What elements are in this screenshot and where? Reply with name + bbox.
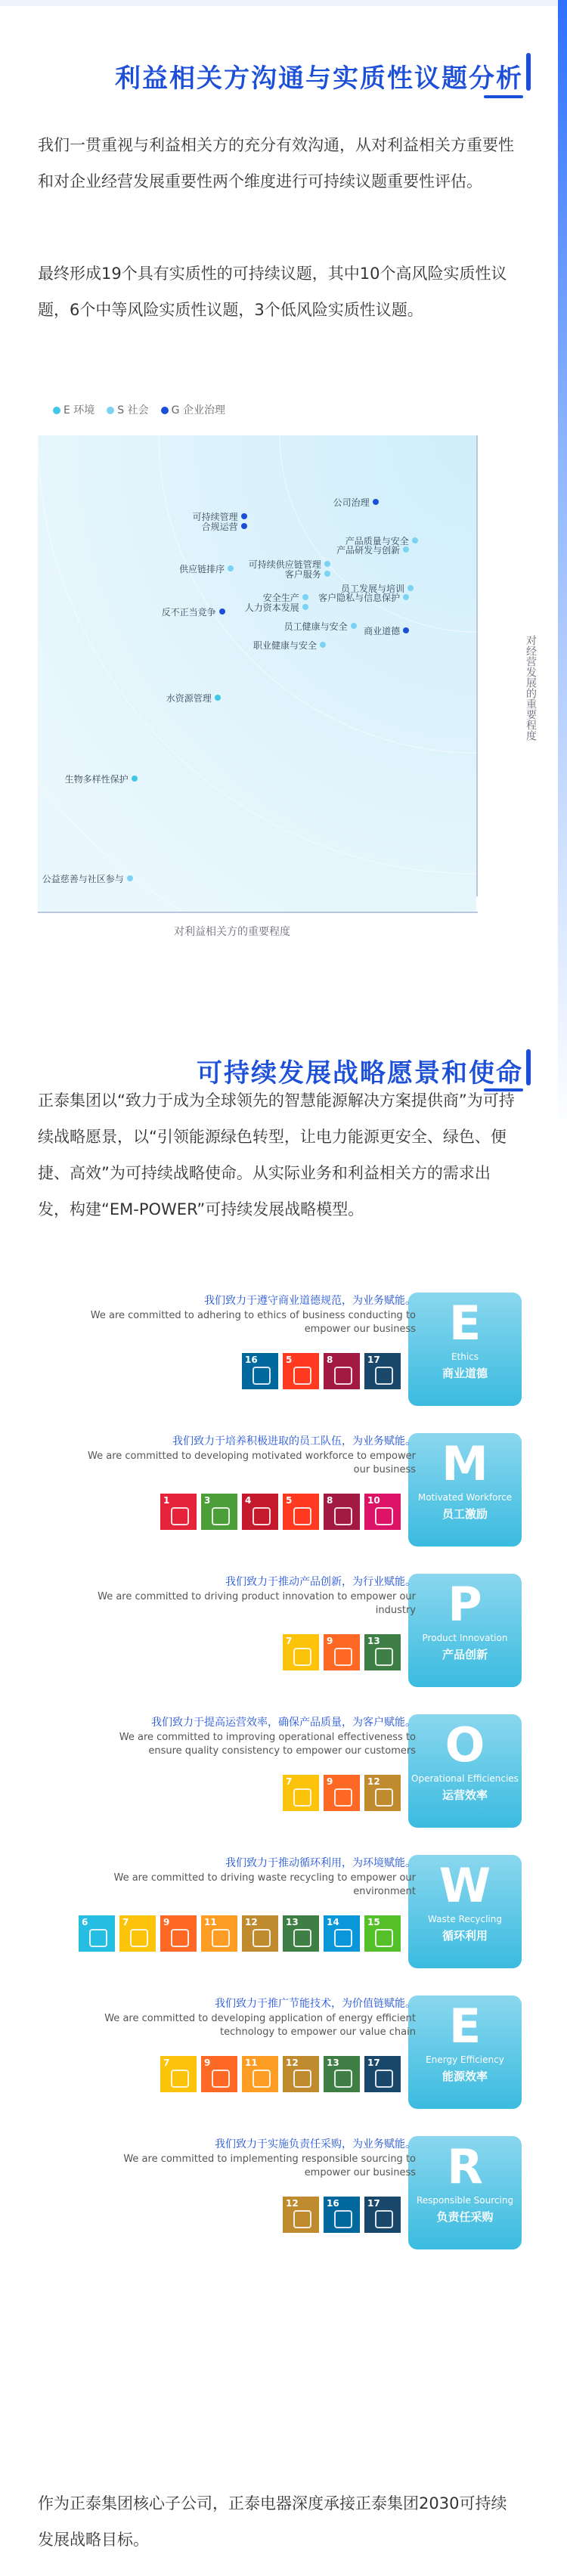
pillar-desc-cn: 我们致力于实施负责任采购，为业务赋能。	[215, 2138, 416, 2150]
legend-label: E 环境	[64, 404, 95, 416]
pillar-row	[0, 1855, 567, 1968]
sdg-goal-icon	[283, 1353, 319, 1389]
sdg-number: 17	[367, 2057, 380, 2068]
sdg-symbol-icon	[171, 1507, 189, 1525]
sdg-number: 9	[327, 1776, 333, 1787]
section1-title-underline	[484, 95, 523, 98]
sdg-number: 17	[367, 2198, 380, 2209]
sdg-symbol-icon	[293, 1788, 311, 1807]
pillar-badge	[408, 1995, 522, 2109]
sdg-symbol-icon	[334, 2210, 352, 2228]
sdg-icons	[160, 1494, 401, 1530]
sdg-number: 8	[327, 1495, 333, 1506]
sdg-number: 7	[122, 1917, 129, 1927]
sdg-goal-icon	[283, 1494, 319, 1530]
pillar-cn: 负责任采购	[436, 2210, 494, 2224]
sdg-symbol-icon	[212, 2070, 230, 2088]
sdg-number: 1	[163, 1495, 170, 1506]
chart-point-label: 水资源管理	[166, 692, 212, 704]
pillar-desc-en: We are committed to adhering to ethics of business conducting to empower our business	[90, 1310, 416, 1335]
sdg-goal-icon	[364, 2056, 401, 2092]
chart-point-label: 公益慈善与社区参与	[42, 873, 124, 884]
sdg-symbol-icon	[212, 1929, 230, 1947]
sdg-goal-icon	[324, 1494, 360, 1530]
sdg-goal-icon	[324, 2056, 360, 2092]
sdg-goal-icon	[364, 2197, 401, 2233]
section1-para2: 最终形成19个具有实质性的可持续议题，其中10个高风险实质性议题，6个中等风险实质性议题，3个低风险实质性议题。	[38, 265, 507, 319]
chart-point	[324, 571, 330, 577]
sdg-number: 9	[163, 1917, 170, 1927]
sdg-symbol-icon	[334, 1929, 352, 1947]
sdg-icons	[160, 2056, 401, 2092]
sdg-symbol-icon	[253, 2070, 271, 2088]
pillar-text	[83, 1995, 416, 2039]
sdg-symbol-icon	[375, 1507, 393, 1525]
sdg-number: 4	[245, 1495, 252, 1506]
chart-point-label: 安全生产	[262, 593, 299, 604]
pillar-row	[0, 1995, 567, 2109]
chart-point-label: 生物多样性保护	[64, 773, 129, 785]
sdg-number: 16	[245, 1355, 258, 1365]
pillar-desc-cn: 我们致力于推动循环利用，为环境赋能。	[225, 1857, 416, 1869]
legend-label: S 社会	[117, 404, 149, 416]
sdg-number: 3	[204, 1495, 211, 1506]
chart-point	[373, 499, 379, 505]
pillar-desc-cn: 我们致力于推动产品创新，为行业赋能。	[225, 1576, 416, 1588]
pillar-cn: 能源效率	[442, 2070, 488, 2083]
sdg-symbol-icon	[375, 1929, 393, 1947]
pillar-row	[0, 2136, 567, 2249]
legend-item-social	[107, 402, 148, 417]
pillar-en: Energy Efficiency	[426, 2054, 504, 2065]
pillar-text	[83, 1574, 416, 1618]
sdg-goal-icon	[242, 1915, 278, 1952]
pillar-badge	[408, 1574, 522, 1687]
pillar-letter: W	[438, 1858, 491, 1913]
pillar-row	[0, 1433, 567, 1547]
sdg-number: 15	[367, 1917, 380, 1927]
legend-label: G 企业治理	[171, 404, 225, 416]
sdg-goal-icon	[201, 2056, 237, 2092]
pillar-desc-en: We are committed to driving product innovation to empower our industry	[98, 1591, 416, 1616]
chart-point	[241, 513, 247, 519]
chart-point-label: 可持续供应链管理	[248, 559, 321, 571]
legend-item-environment	[53, 402, 94, 417]
pillar-text	[83, 1714, 416, 1758]
materiality-chart	[38, 435, 499, 913]
sdg-goal-icon	[324, 1634, 360, 1670]
section2-title-bar	[526, 1049, 531, 1085]
sdg-symbol-icon	[375, 1367, 393, 1385]
pillar-badge	[408, 1714, 522, 1828]
sdg-symbol-icon	[334, 1367, 352, 1385]
chart-area	[38, 435, 476, 912]
sdg-goal-icon	[119, 1915, 156, 1952]
legend-item-governance	[161, 402, 225, 417]
sdg-number: 7	[286, 1636, 293, 1646]
pillar-desc-cn: 我们致力于遵守商业道德规范，为业务赋能。	[204, 1295, 416, 1307]
pillar-cn: 运营效率	[442, 1788, 488, 1802]
legend-dot	[161, 407, 169, 414]
sdg-symbol-icon	[89, 1929, 107, 1947]
sdg-number: 5	[286, 1495, 293, 1506]
chart-x-axis	[38, 912, 478, 913]
chart-point-label: 人力资本发展	[244, 602, 299, 613]
pillar-letter: E	[448, 1999, 482, 2054]
pillar-badge	[408, 1433, 522, 1547]
sdg-goal-icon	[79, 1915, 115, 1952]
sdg-symbol-icon	[293, 2070, 311, 2088]
chart-point	[324, 561, 330, 567]
sdg-symbol-icon	[253, 1507, 271, 1525]
chart-point	[302, 594, 308, 600]
sdg-goal-icon	[242, 1353, 278, 1389]
sdg-number: 8	[327, 1355, 333, 1365]
sdg-icons	[79, 1915, 401, 1952]
pillar-en: Ethics	[451, 1351, 479, 1362]
sdg-goal-icon	[283, 1634, 319, 1670]
sdg-number: 12	[367, 1776, 380, 1787]
chart-x-label: 对利益相关方的重要程度	[174, 926, 290, 938]
sdg-symbol-icon	[130, 1929, 148, 1947]
sdg-number: 13	[286, 1917, 299, 1927]
pillar-text	[83, 1433, 416, 1477]
pillar-row	[0, 1714, 567, 1828]
top-accent	[0, 0, 567, 6]
sdg-symbol-icon	[293, 1648, 311, 1666]
chart-point	[241, 523, 247, 529]
pillar-en: Operational Efficiencies	[411, 1773, 519, 1784]
pillar-badge	[408, 1855, 522, 1968]
legend-dot	[53, 407, 60, 414]
pillar-cn: 员工激励	[442, 1507, 488, 1521]
chart-point-label: 商业道德	[364, 626, 401, 637]
pillar-desc-en: We are committed to developing motivated workforce to empower our business	[88, 1451, 416, 1475]
chart-y-label: 对经营发展的重要程度	[525, 635, 537, 741]
pillar-cn: 产品创新	[442, 1648, 488, 1661]
sdg-number: 6	[82, 1917, 88, 1927]
chart-point	[412, 537, 418, 543]
pillar-letter: M	[442, 1436, 488, 1491]
chart-legend	[53, 402, 225, 417]
pillar-text	[83, 1293, 416, 1336]
sdg-goal-icon	[201, 1494, 237, 1530]
chart-point-label: 供应链排序	[179, 564, 225, 575]
chart-point	[215, 695, 221, 701]
pillar-en: Responsible Sourcing	[416, 2195, 514, 2206]
sdg-symbol-icon	[334, 1788, 352, 1807]
sdg-goal-icon	[283, 2056, 319, 2092]
section1-para1: 我们一贯重视与利益相关方的充分有效沟通，从对利益相关方重要性和对企业经营发展重要性两个维度进行可持续议题重要性评估。	[38, 136, 514, 190]
sdg-icons	[242, 1353, 401, 1389]
pillar-cn: 商业道德	[442, 1367, 488, 1380]
sdg-symbol-icon	[212, 1507, 230, 1525]
sdg-number: 12	[286, 2198, 299, 2209]
sdg-icons	[283, 1634, 401, 1670]
chart-point-label: 职业健康与安全	[253, 640, 317, 652]
sdg-goal-icon	[160, 1494, 197, 1530]
chart-point-label: 合规运营	[201, 521, 238, 532]
pillar-desc-en: We are committed to implementing responsible sourcing to empower our business	[123, 2153, 416, 2178]
footer-text: 作为正泰集团核心子公司，正泰电器深度承接正泰集团2030可持续发展战略目标。	[38, 2494, 507, 2549]
pillar-letter: O	[445, 1717, 485, 1773]
pillar-en: Product Innovation	[422, 1633, 508, 1643]
sdg-goal-icon	[364, 1775, 401, 1811]
sdg-number: 11	[204, 1917, 217, 1927]
pillar-letter: P	[448, 1577, 482, 1632]
sdg-number: 13	[327, 2057, 339, 2068]
sdg-goal-icon	[160, 1915, 197, 1952]
sdg-number: 7	[163, 2057, 170, 2068]
chart-point	[302, 604, 308, 610]
sdg-symbol-icon	[375, 1648, 393, 1666]
chart-point-label: 产品质量与安全	[345, 535, 409, 546]
section1-title: 利益相关方沟通与实质性议题分析	[115, 63, 523, 94]
pillar-desc-cn: 我们致力于培养积极进取的员工队伍，为业务赋能。	[172, 1435, 416, 1447]
sdg-goal-icon	[283, 2197, 319, 2233]
sdg-number: 11	[245, 2057, 258, 2068]
section1-title-bar	[526, 53, 531, 91]
pillar-desc-cn: 我们致力于推广节能技术，为价值链赋能。	[215, 1998, 416, 2010]
pillar-cn: 循环利用	[442, 1929, 488, 1943]
sdg-goal-icon	[201, 1915, 237, 1952]
sdg-goal-icon	[283, 1915, 319, 1952]
sdg-symbol-icon	[253, 1929, 271, 1947]
sdg-goal-icon	[324, 2197, 360, 2233]
pillar-row	[0, 1574, 567, 1687]
sdg-symbol-icon	[171, 2070, 189, 2088]
sdg-number: 5	[286, 1355, 293, 1365]
sdg-goal-icon	[242, 2056, 278, 2092]
chart-point-label: 员工健康与安全	[284, 621, 348, 632]
pillar-desc-en: We are committed to driving waste recycling to empower our environment	[113, 1872, 416, 1897]
sdg-goal-icon	[324, 1915, 360, 1952]
sdg-number: 14	[327, 1917, 339, 1927]
sdg-number: 17	[367, 1355, 380, 1365]
legend-dot	[107, 407, 114, 414]
sdg-goal-icon	[364, 1634, 401, 1670]
sdg-number: 12	[245, 1917, 258, 1927]
sdg-symbol-icon	[375, 2070, 393, 2088]
chart-point-label: 可持续管理	[192, 512, 238, 523]
sdg-symbol-icon	[334, 2070, 352, 2088]
sdg-symbol-icon	[171, 1929, 189, 1947]
chart-point	[407, 585, 414, 591]
sdg-goal-icon	[324, 1353, 360, 1389]
sdg-number: 12	[286, 2057, 299, 2068]
sdg-number: 13	[367, 1636, 380, 1646]
sdg-goal-icon	[364, 1494, 401, 1530]
pillar-desc-cn: 我们致力于提高运营效率，确保产品质量，为客户赋能。	[151, 1717, 416, 1729]
chart-y-axis	[476, 435, 478, 896]
chart-point	[219, 608, 225, 615]
sdg-goal-icon	[242, 1494, 278, 1530]
chart-point	[132, 776, 138, 782]
pillar-row	[0, 1293, 567, 1406]
section2-para: 正泰集团以“致力于成为全球领先的智慧能源解决方案提供商”为可持续战略愿景，以“引领能源绿色转型，让电力能源更安全、绿色、便捷、高效”为可持续战略使命。从实际业务和利益相关方的需求出发，构建“EM-POWER”可持续发展战略模型。	[38, 1091, 515, 1218]
pillar-en: Waste Recycling	[428, 1914, 502, 1924]
sdg-goal-icon	[160, 2056, 197, 2092]
sdg-goal-icon	[324, 1775, 360, 1811]
sdg-symbol-icon	[334, 1507, 352, 1525]
pillar-desc-en: We are committed to developing application of energy efficient technology to empower our value chain	[104, 2013, 416, 2038]
chart-point	[351, 623, 357, 629]
sdg-symbol-icon	[334, 1648, 352, 1666]
pillar-desc-en: We are committed to improving operational effectiveness to ensure quality consistency to empower our customers	[119, 1732, 416, 1757]
sdg-symbol-icon	[293, 1367, 311, 1385]
sdg-symbol-icon	[375, 1788, 393, 1807]
chart-point-label: 客户隐私与信息保护	[318, 593, 401, 604]
chart-point-label: 反不正当竞争	[161, 607, 216, 618]
chart-point-label: 客户服务	[284, 568, 321, 580]
pillar-badge	[408, 1293, 522, 1406]
sdg-number: 9	[327, 1636, 333, 1646]
sdg-goal-icon	[283, 1775, 319, 1811]
pillar-badge	[408, 2136, 522, 2249]
chart-point	[127, 875, 133, 881]
side-accent	[558, 0, 567, 1134]
sdg-symbol-icon	[293, 2210, 311, 2228]
pillar-letter: E	[448, 1296, 482, 1351]
section2-title: 可持续发展战略愿景和使命	[197, 1058, 523, 1088]
chart-point-label: 员工发展与培训	[340, 583, 404, 594]
sdg-number: 16	[327, 2198, 339, 2209]
chart-point-label: 产品研发与创新	[336, 545, 401, 556]
sdg-symbol-icon	[253, 1367, 271, 1385]
sdg-symbol-icon	[293, 1929, 311, 1947]
sdg-symbol-icon	[375, 2210, 393, 2228]
sdg-goal-icon	[364, 1353, 401, 1389]
sdg-number: 7	[286, 1776, 293, 1787]
sdg-number: 9	[204, 2057, 211, 2068]
pillar-letter: R	[447, 2139, 483, 2194]
sdg-goal-icon	[364, 1915, 401, 1952]
sdg-icons	[283, 1775, 401, 1811]
pillar-text	[83, 1855, 416, 1899]
sdg-icons	[283, 2197, 401, 2233]
chart-point-label: 公司治理	[333, 497, 370, 509]
sdg-symbol-icon	[293, 1507, 311, 1525]
sdg-number: 10	[367, 1495, 380, 1506]
pillar-text	[83, 2136, 416, 2180]
pillar-en: Motivated Workforce	[417, 1492, 513, 1503]
